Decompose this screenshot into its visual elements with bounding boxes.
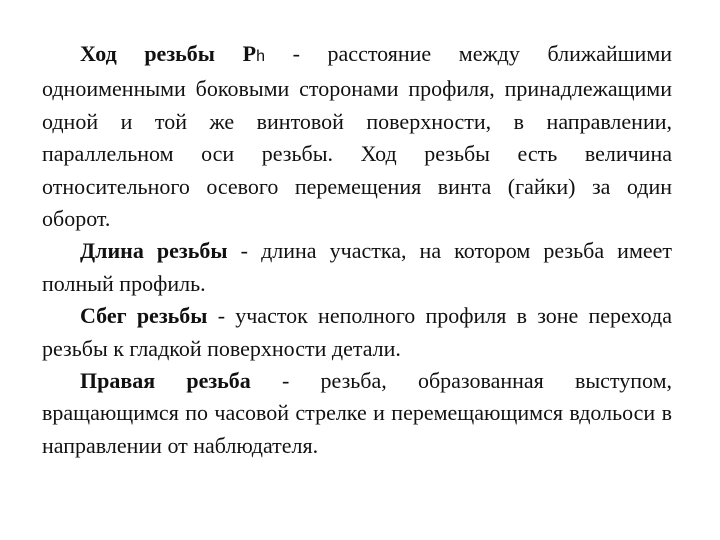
- definition-lead: - расстояние между ближайшими одноименными боковыми сторонами профиля, принадлежащими одной и той же винтовой поверхности, в направлении, параллельном оси резьбы. Ход резьбы есть величина относительного осевого перемещения винта (гайки) за один оборот.: [42, 41, 673, 232]
- term-thread-runout: Сбег резьбы: [80, 303, 208, 329]
- definition-thread-length: - длина участка, на котором резьба имеет полный профиль.: [42, 238, 673, 296]
- document-body: [42, 38, 672, 462]
- symbol-main: P: [242, 41, 257, 66]
- symbol-subscript: h: [256, 48, 265, 65]
- paragraph-right-thread: [42, 365, 672, 462]
- definition-right-thread: - резьба, образованная выступом, вращающимся по часовой стрелке и перемещающимся вдольоси в направлении от наблюдателя.: [42, 368, 673, 458]
- definition-thread-runout: - участок неполного профиля в зоне перехода резьбы к гладкой поверхности детали.: [42, 303, 673, 361]
- paragraph-thread-runout: [42, 300, 672, 365]
- term-right-thread: Правая резьба: [80, 368, 251, 394]
- term-lead: Ход резьбы: [80, 41, 215, 66]
- paragraph-lead: [42, 38, 672, 235]
- term-thread-length: Длина резьбы: [80, 238, 228, 264]
- symbol-ph: [243, 41, 265, 66]
- paragraph-thread-length: [42, 235, 672, 300]
